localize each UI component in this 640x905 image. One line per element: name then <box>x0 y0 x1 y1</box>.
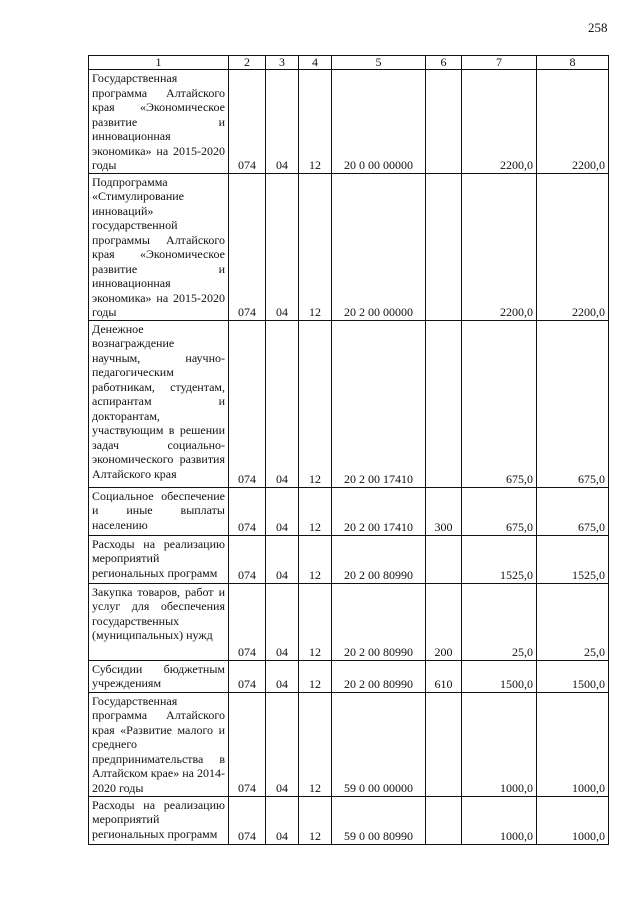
cell-code: 074 <box>229 535 266 583</box>
cell-amount-1: 25,0 <box>462 583 537 660</box>
cell-amount-1: 1525,0 <box>462 535 537 583</box>
cell-subsection: 12 <box>299 660 332 692</box>
cell-target: 20 2 00 17410 <box>332 487 426 535</box>
table-row <box>89 535 609 583</box>
cell-subsection: 12 <box>299 583 332 660</box>
cell-code: 074 <box>229 173 266 320</box>
cell-subsection: 12 <box>299 70 332 174</box>
cell-subsection: 12 <box>299 487 332 535</box>
cell-type <box>426 796 462 844</box>
cell-target: 20 2 00 80990 <box>332 583 426 660</box>
cell-amount-2: 2200,0 <box>537 173 609 320</box>
row-name: Расходы на реализацию мероприятий региональных программ <box>89 796 229 844</box>
cell-target: 20 2 00 80990 <box>332 535 426 583</box>
cell-type <box>426 320 462 487</box>
cell-amount-1: 1000,0 <box>462 692 537 796</box>
cell-amount-2: 1000,0 <box>537 692 609 796</box>
cell-subsection: 12 <box>299 692 332 796</box>
cell-section: 04 <box>266 692 299 796</box>
cell-amount-2: 1500,0 <box>537 660 609 692</box>
row-name: Социальное обеспечение и иные выплаты населению <box>89 487 229 535</box>
col-header-4: 4 <box>299 56 332 70</box>
row-name: Подпрограмма «Стимулирование инноваций» государственной программы Алтайского края «Экономическое развитие и инновационная экономика» на 2015-2020 годы <box>89 173 229 320</box>
cell-target: 59 0 00 80990 <box>332 796 426 844</box>
budget-table <box>88 55 609 845</box>
table-row <box>89 796 609 844</box>
col-header-2: 2 <box>229 56 266 70</box>
table-row <box>89 173 609 320</box>
cell-section: 04 <box>266 70 299 174</box>
table-row <box>89 660 609 692</box>
cell-section: 04 <box>266 173 299 320</box>
cell-type: 610 <box>426 660 462 692</box>
cell-type: 200 <box>426 583 462 660</box>
cell-type: 300 <box>426 487 462 535</box>
cell-section: 04 <box>266 796 299 844</box>
cell-amount-1: 1500,0 <box>462 660 537 692</box>
table-row <box>89 692 609 796</box>
col-header-7: 7 <box>462 56 537 70</box>
row-name: Субсидии бюджетным учреждениям <box>89 660 229 692</box>
cell-amount-1: 675,0 <box>462 320 537 487</box>
col-header-3: 3 <box>266 56 299 70</box>
row-name: Расходы на реализацию мероприятий региональных программ <box>89 535 229 583</box>
cell-amount-2: 2200,0 <box>537 70 609 174</box>
cell-section: 04 <box>266 320 299 487</box>
cell-amount-1: 2200,0 <box>462 173 537 320</box>
cell-type <box>426 535 462 583</box>
cell-subsection: 12 <box>299 173 332 320</box>
table-row <box>89 487 609 535</box>
cell-subsection: 12 <box>299 320 332 487</box>
cell-target: 20 2 00 80990 <box>332 660 426 692</box>
row-name: Денежное вознаграждение научным, научно-педагогическим работникам, студентам, аспирантам и докторантам, участвующим в решении задач социально-экономического развития Алтайского края <box>89 320 229 487</box>
cell-type <box>426 70 462 174</box>
cell-amount-1: 2200,0 <box>462 70 537 174</box>
row-name: Государственная программа Алтайского края «Развитие малого и среднего предпринимательства в Алтайском крае» на 2014-2020 годы <box>89 692 229 796</box>
cell-type <box>426 173 462 320</box>
cell-code: 074 <box>229 692 266 796</box>
col-header-8: 8 <box>537 56 609 70</box>
cell-subsection: 12 <box>299 796 332 844</box>
cell-code: 074 <box>229 320 266 487</box>
page-number: 258 <box>588 20 608 35</box>
cell-code: 074 <box>229 70 266 174</box>
cell-type <box>426 692 462 796</box>
cell-amount-1: 675,0 <box>462 487 537 535</box>
cell-target: 20 2 00 17410 <box>332 320 426 487</box>
cell-code: 074 <box>229 583 266 660</box>
col-header-1: 1 <box>89 56 229 70</box>
header-row <box>89 56 609 70</box>
cell-subsection: 12 <box>299 535 332 583</box>
cell-target: 59 0 00 00000 <box>332 692 426 796</box>
cell-target: 20 0 00 00000 <box>332 70 426 174</box>
row-name: Государственная программа Алтайского края «Экономическое развитие и инновационная экономика» на 2015-2020 годы <box>89 70 229 174</box>
cell-amount-2: 675,0 <box>537 320 609 487</box>
cell-section: 04 <box>266 660 299 692</box>
cell-target: 20 2 00 00000 <box>332 173 426 320</box>
cell-code: 074 <box>229 796 266 844</box>
cell-amount-2: 1525,0 <box>537 535 609 583</box>
table-row <box>89 320 609 487</box>
cell-amount-2: 1000,0 <box>537 796 609 844</box>
col-header-6: 6 <box>426 56 462 70</box>
cell-section: 04 <box>266 487 299 535</box>
table-row <box>89 70 609 174</box>
cell-amount-2: 25,0 <box>537 583 609 660</box>
cell-amount-2: 675,0 <box>537 487 609 535</box>
cell-section: 04 <box>266 535 299 583</box>
table-row <box>89 583 609 660</box>
cell-amount-1: 1000,0 <box>462 796 537 844</box>
cell-section: 04 <box>266 583 299 660</box>
col-header-5: 5 <box>332 56 426 70</box>
row-name: Закупка товаров, работ и услуг для обеспечения государственных (муниципальных) нужд <box>89 583 229 660</box>
cell-code: 074 <box>229 487 266 535</box>
cell-code: 074 <box>229 660 266 692</box>
